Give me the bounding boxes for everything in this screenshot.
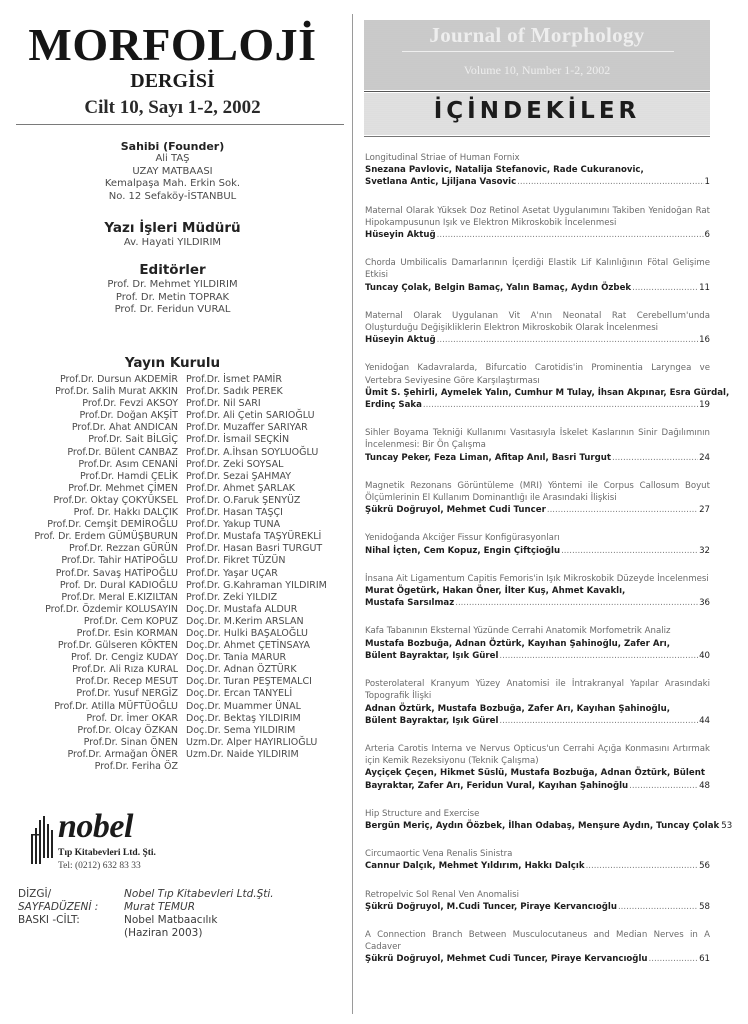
board-member: Prof. Dr. İmer OKAR bbox=[86, 712, 178, 724]
credit-row bbox=[18, 927, 338, 940]
board-member: Prof.Dr. Zeki YILDIZ bbox=[186, 591, 278, 603]
author-line bbox=[365, 387, 730, 399]
toc-heading-divider bbox=[364, 136, 710, 137]
board-member: Prof.Dr. Sezai ŞAHMAY bbox=[186, 470, 292, 482]
author-line bbox=[365, 780, 710, 792]
board-heading: Yayın Kurulu bbox=[124, 355, 221, 371]
board-member: Doç.Dr. Adnan ÖZTÜRK bbox=[186, 664, 297, 676]
editors-block bbox=[0, 262, 345, 317]
article-authors bbox=[365, 703, 710, 727]
author-line bbox=[365, 638, 710, 650]
dot-leader bbox=[455, 597, 698, 609]
issue-info: Cilt 10, Sayı 1-2, 2002 bbox=[84, 97, 261, 118]
board-member: Prof.Dr. G.Kahraman YILDIRIM bbox=[186, 579, 327, 591]
board-member: Prof.Dr. Tahir HATİPOĞLU bbox=[61, 555, 178, 567]
board-member: Prof.Dr. Recep MESUT bbox=[75, 676, 178, 688]
author-names: Bülent Bayraktar, Işık Gürel bbox=[365, 650, 499, 661]
banner-divider bbox=[364, 91, 710, 92]
board-member: Prof.Dr. Hasan TAŞÇI bbox=[186, 507, 283, 519]
toc-entry[interactable] bbox=[365, 480, 710, 517]
dot-leader bbox=[561, 545, 698, 557]
board-member: Prof.Dr. Bülent CANBAZ bbox=[67, 446, 178, 458]
board-member: Prof.Dr. Sinan ÖNEN bbox=[83, 736, 178, 748]
author-names: Cannur Dalçık, Mehmet Yıldırım, Hakkı Dalçık bbox=[365, 861, 585, 872]
production-credits bbox=[18, 888, 338, 940]
author-line bbox=[365, 597, 710, 609]
page-number[interactable]: 1 bbox=[704, 177, 710, 188]
author-line bbox=[365, 585, 710, 597]
article-title[interactable]: Yenidoğanda Akciğer Fissur Konfigürasyonları bbox=[365, 533, 560, 544]
author-names: Şükrü Doğruyol, M.Cudi Tuncer, Piraye Kervancıoğlu bbox=[365, 901, 617, 912]
dot-leader bbox=[423, 399, 698, 411]
author-names: Nihal İçten, Cem Kopuz, Engin Çiftçioğlu bbox=[365, 545, 561, 556]
board-member: Prof.Dr. Muzaffer SARIYAR bbox=[186, 422, 308, 434]
board-member: Prof.Dr. Özdemir KOLUSAYIN bbox=[45, 603, 178, 615]
article-authors bbox=[365, 452, 710, 464]
board-member: Prof.Dr. Fevzi AKSOY bbox=[82, 398, 178, 410]
toc-entry[interactable] bbox=[365, 205, 710, 242]
board-member: Doç.Dr. Ahmet ÇETİNSAYA bbox=[186, 640, 311, 652]
board-member: Prof. Dr. Hakkı DALÇIK bbox=[73, 507, 178, 519]
author-names: Bergün Meriç, Aydın Öözbek, İlhan Odabaş, Menşure Aydın, Tuncay Çolak bbox=[365, 820, 720, 831]
author-line bbox=[365, 767, 710, 779]
toc-entry[interactable] bbox=[365, 310, 710, 347]
board-member: Prof.Dr. Feriha ÖZ bbox=[94, 761, 178, 772]
board-member: Prof.Dr. Zeki SOYSAL bbox=[186, 458, 284, 470]
author-names: Hüseyin Aktuğ bbox=[365, 335, 436, 346]
credit-value: Murat TEMUR bbox=[124, 901, 196, 913]
board-member: Prof.Dr. Atilla MÜFTÜOĞLU bbox=[54, 700, 178, 712]
board-member: Prof.Dr. Oktay ÇOKYÜKSEL bbox=[53, 494, 178, 506]
credit-label: SAYFADÜZENİ : bbox=[18, 901, 99, 913]
editor-name: Prof. Dr. Mehmet YILDIRIM bbox=[107, 279, 238, 290]
page-number[interactable]: 58 bbox=[699, 901, 710, 912]
board-heading-block bbox=[0, 355, 345, 372]
dot-leader bbox=[618, 901, 698, 913]
article-authors bbox=[365, 901, 710, 913]
article-authors bbox=[365, 504, 710, 516]
article-title[interactable]: Sihler Boyama Tekniği Kullanımı Vasıtasıyla İskelet Kaslarının Sinir Dağılımının İncelenmesi: Bir Ön Çalışma bbox=[365, 428, 710, 451]
article-authors bbox=[365, 820, 733, 832]
founder-line: Kemalpaşa Mah. Erkin Sok. bbox=[104, 178, 241, 189]
page-number[interactable]: 48 bbox=[699, 780, 710, 791]
column-divider bbox=[352, 14, 353, 1014]
page-number[interactable]: 19 bbox=[699, 400, 710, 411]
article-title[interactable]: Maternal Olarak Yüksek Doz Retinol Asetat Uygulanımını Takiben Yenidoğan Rat Hipokampusunun Işık ve Elektron Mikroskobik İncelenmesi bbox=[365, 205, 710, 228]
author-line bbox=[365, 334, 710, 346]
board-member: Prof.Dr. Salih Murat AKKIN bbox=[55, 386, 178, 398]
article-authors bbox=[365, 545, 710, 557]
board-member: Prof.Dr. Doğan AKŞİT bbox=[79, 410, 178, 422]
credit-row bbox=[18, 888, 338, 901]
article-authors bbox=[365, 334, 710, 346]
board-member: Prof.Dr. Esin KORMAN bbox=[76, 627, 178, 639]
page-number[interactable]: 40 bbox=[699, 650, 710, 661]
author-line bbox=[365, 229, 710, 241]
toc-entry[interactable] bbox=[365, 427, 710, 464]
author-line bbox=[365, 504, 710, 516]
author-line bbox=[365, 399, 710, 411]
board-member: Prof.Dr. Yaşar UÇAR bbox=[186, 567, 278, 579]
journal-subtitle: DERGİSİ bbox=[130, 70, 215, 92]
board-member: Doç.Dr. Bektaş YILDIRIM bbox=[186, 712, 301, 724]
credit-value: (Haziran 2003) bbox=[124, 927, 203, 939]
board-member: Prof.Dr. Nil SARI bbox=[186, 398, 261, 410]
author-names: Mustafa Bozbuğa, Adnan Öztürk, Kayıhan Şahinoğlu, Zafer Arı, bbox=[365, 638, 670, 649]
publisher-logo bbox=[30, 808, 230, 887]
page-number[interactable]: 53 bbox=[721, 820, 733, 831]
board-member: Prof.Dr. Gülseren KÖKTEN bbox=[57, 640, 178, 652]
article-authors bbox=[365, 638, 710, 662]
banner-volume: Volume 10, Number 1-2, 2002 bbox=[463, 63, 611, 77]
board-member: Prof.Dr. Cemşit DEMİROĞLU bbox=[47, 519, 178, 531]
credit-row bbox=[18, 914, 338, 927]
board-column-1 bbox=[0, 374, 178, 773]
credit-value: Nobel Matbaacılık bbox=[124, 914, 218, 926]
founder-line: Ali TAŞ bbox=[155, 153, 190, 164]
toc-entry[interactable] bbox=[365, 625, 710, 662]
toc-entry[interactable] bbox=[365, 848, 710, 872]
board-member: Prof.Dr. Hamdi ÇELİK bbox=[79, 470, 178, 482]
banner-journal-name: Journal of Morphology bbox=[429, 23, 645, 47]
author-line bbox=[365, 820, 733, 832]
board-member: Prof.Dr. Fikret TÜZÜN bbox=[186, 555, 286, 567]
article-title[interactable]: Retropelvic Sol Renal Ven Anomalisi bbox=[365, 889, 519, 900]
board-member: Prof.Dr. İsmail SEÇKİN bbox=[186, 434, 290, 446]
author-names: Ümit S. Şehirli, Aymelek Yalın, Cumhur M Tulay, İhsan Akpınar, Esra Gürdal, bbox=[365, 387, 730, 398]
managing-editor-block bbox=[0, 220, 345, 250]
page-number[interactable]: 36 bbox=[699, 598, 710, 609]
page-number[interactable]: 32 bbox=[699, 545, 710, 556]
board-member: Prof.Dr. Cem KOPUZ bbox=[83, 615, 178, 627]
table-of-contents bbox=[365, 152, 733, 982]
board-member: Doç.Dr. Tania MARUR bbox=[186, 652, 287, 664]
author-line bbox=[365, 452, 710, 464]
board-member: Prof.Dr. Armağan ÖNER bbox=[67, 748, 178, 760]
credit-label: BASKI -CİLT: bbox=[18, 914, 80, 926]
author-names: Svetlana Antic, Ljiljana Vasovic bbox=[365, 177, 517, 188]
board-member: Prof.Dr. Olcay ÖZKAN bbox=[77, 724, 178, 736]
article-title[interactable]: Longitudinal Striae of Human Fornix bbox=[365, 153, 520, 163]
dot-leader bbox=[517, 176, 703, 188]
board-member: Prof.Dr. Sait BİLGİÇ bbox=[88, 434, 178, 446]
page-number[interactable]: 44 bbox=[699, 715, 710, 726]
nobel-logo-mark-icon bbox=[30, 816, 54, 866]
board-member: Prof.Dr. A.İhsan SOYLUOĞLU bbox=[186, 446, 319, 458]
board-member: Prof.Dr. Ahat ANDICAN bbox=[71, 422, 178, 434]
board-member: Prof.Dr. Mustafa TAŞYÜREKLİ bbox=[186, 531, 322, 543]
page-number[interactable]: 56 bbox=[699, 861, 710, 872]
article-title[interactable]: Yenidoğan Kadavralarda, Bifurcatio Carotidis'in Prominentia Laryngea ve Vertebra Seviyesine Göre Karşılaştırması bbox=[365, 363, 710, 386]
board-member: Prof.Dr. Dursun AKDEMİR bbox=[59, 374, 178, 385]
dot-leader bbox=[547, 504, 698, 516]
article-authors bbox=[365, 953, 710, 965]
board-member: Prof.Dr. Sadık PEREK bbox=[186, 386, 283, 398]
toc-entry[interactable] bbox=[365, 532, 710, 556]
author-names: Ayçiçek Çeçen, Hikmet Süslü, Mustafa Bozbuğa, Adnan Öztürk, Bülent bbox=[365, 768, 705, 779]
author-line bbox=[365, 715, 710, 727]
dot-leader bbox=[586, 860, 699, 872]
board-member: Prof.Dr. Ahmet ŞARLAK bbox=[186, 482, 296, 494]
page-number[interactable]: 61 bbox=[699, 954, 710, 965]
board-member: Doç.Dr. Muammer ÜNAL bbox=[186, 700, 301, 712]
toc-entry[interactable] bbox=[365, 678, 710, 727]
page-number[interactable]: 11 bbox=[699, 282, 710, 293]
board-member: Prof.Dr. Asım CENANİ bbox=[78, 458, 178, 470]
publisher-phone: Tel: (0212) 632 83 33 bbox=[58, 861, 141, 871]
article-title[interactable]: Circumaortic Vena Renalis Sinistra bbox=[365, 849, 513, 860]
article-authors bbox=[365, 387, 730, 411]
author-line bbox=[365, 164, 710, 176]
article-authors bbox=[365, 767, 710, 791]
board-member: Prof.Dr. Meral E.KIZILTAN bbox=[61, 591, 178, 603]
board-member: Prof.Dr. O.Faruk ŞENYÜZ bbox=[186, 494, 301, 506]
toc-entry[interactable] bbox=[365, 152, 710, 189]
board-member: Prof.Dr. Ali Rıza KURAL bbox=[72, 664, 178, 676]
author-names: Tuncay Peker, Feza Liman, Afitap Anıl, Basri Turgut bbox=[365, 452, 612, 463]
board-member: Doç.Dr. Ercan TANYELİ bbox=[186, 688, 293, 700]
article-title[interactable]: Arteria Carotis Interna ve Nervus Opticus'un Cerrahi Açığa Konmasını Artırmak için Kemik Rezeksiyonu (Teknik Çalışma) bbox=[365, 743, 710, 767]
page-number[interactable]: 24 bbox=[699, 452, 710, 463]
author-names: Murat Ögetürk, Hakan Öner, İlter Kuş, Ahmet Kavaklı, bbox=[365, 586, 626, 597]
page-number[interactable]: 27 bbox=[699, 505, 710, 516]
toc-entry[interactable] bbox=[365, 808, 733, 832]
article-title[interactable]: A Connection Branch Between Musculocutaneus and Median Nerves in A Cadaver bbox=[365, 929, 710, 953]
editor-name: Prof. Dr. Metin TOPRAK bbox=[115, 291, 230, 303]
author-names: Bayraktar, Zafer Arı, Feridun Vural, Kayıhan Şahinoğlu bbox=[365, 780, 629, 791]
author-line bbox=[365, 650, 710, 662]
author-line bbox=[365, 176, 710, 188]
toc-heading-box bbox=[364, 93, 710, 135]
author-names: Adnan Öztürk, Mustafa Bozbuğa, Zafer Arı, Kayıhan Şahinoğlu, bbox=[365, 703, 670, 714]
editors-heading: Editörler bbox=[139, 262, 206, 278]
founder-heading: Sahibi (Founder) bbox=[120, 140, 225, 153]
board-member: Prof.Dr. Mehmet ÇİMEN bbox=[68, 482, 178, 494]
board-member: Doç.Dr. Hulki BAŞALOĞLU bbox=[186, 627, 309, 639]
author-line bbox=[365, 545, 710, 557]
author-names: Hüseyin Aktuğ bbox=[365, 230, 436, 241]
managing-editor-heading: Yazı İşleri Müdürü bbox=[104, 220, 241, 236]
toc-entry[interactable] bbox=[365, 362, 730, 411]
publisher-company: Tıp Kitabevleri Ltd. Şti. bbox=[58, 848, 156, 858]
author-names: Şükrü Doğruyol, Mehmet Cudi Tuncer bbox=[365, 505, 546, 516]
article-authors bbox=[365, 282, 710, 294]
author-names: Şükrü Doğruyol, Mehmet Cudi Tuncer, Piraye Kervancıoğlu bbox=[365, 954, 648, 965]
board-member: Doç.Dr. Turan PEŞTEMALCI bbox=[186, 676, 312, 688]
board-member: Prof.Dr. İsmet PAMİR bbox=[186, 374, 282, 385]
managing-editor-name: Av. Hayati YILDIRIM bbox=[123, 237, 222, 248]
editor-name: Prof. Dr. Feridun VURAL bbox=[114, 304, 231, 315]
toc-entry[interactable] bbox=[365, 929, 710, 966]
credit-row bbox=[18, 901, 338, 914]
author-line bbox=[365, 901, 710, 913]
board-member: Prof.Dr. Hasan Basri TURGUT bbox=[186, 543, 323, 555]
author-names: Snezana Pavlovic, Natalija Stefanovic, Rade Cukuranovic, bbox=[365, 165, 644, 176]
page-number[interactable]: 6 bbox=[704, 230, 710, 241]
author-line bbox=[365, 860, 710, 872]
author-line bbox=[365, 953, 710, 965]
author-names: Erdinç Saka bbox=[365, 400, 422, 411]
article-authors bbox=[365, 164, 710, 188]
board-member: Uzm.Dr. Naide YILDIRIM bbox=[186, 748, 299, 760]
founder-line: No. 12 Sefaköy-İSTANBUL bbox=[108, 190, 237, 202]
article-authors bbox=[365, 585, 710, 609]
article-authors bbox=[365, 860, 710, 872]
author-names: Tuncay Çolak, Belgin Bamaç, Yalın Bamaç, Aydın Özbek bbox=[365, 282, 632, 293]
journal-title: MORFOLOJİ bbox=[28, 19, 317, 70]
page-number[interactable]: 16 bbox=[699, 335, 710, 346]
toc-entry[interactable] bbox=[365, 889, 710, 913]
author-names: Mustafa Sarsılmaz bbox=[365, 598, 455, 609]
article-title[interactable]: Maternal Olarak Uygulanan Vit A'nın Neonatal Rat Cerebellum'unda Oluşturduğu Değişikliklerin Elektron Mikroskobik Olarak İncelenmesi bbox=[365, 310, 710, 334]
dot-leader bbox=[629, 780, 698, 792]
dot-leader bbox=[632, 282, 698, 294]
toc-entry[interactable] bbox=[365, 257, 710, 294]
author-line bbox=[365, 703, 710, 715]
board-member: Prof. Dr. Dural KADIOĞLU bbox=[59, 579, 178, 591]
credit-value: Nobel Tıp Kitabevleri Ltd.Şti. bbox=[124, 888, 274, 900]
article-title[interactable]: Magnetik Rezonans Görüntüleme (MRI) Yöntemi ile Corpus Callosum Boyut Ölçümlerinin El Kullanım Dominantlığı ile Arasındaki İlişkisi bbox=[365, 480, 710, 504]
board-member: Doç.Dr. Sema YILDIRIM bbox=[186, 724, 296, 736]
board-member: Prof. Dr. Erdem GÜMÜŞBURUN bbox=[34, 531, 178, 543]
dot-leader bbox=[499, 650, 698, 662]
board-member: Doç.Dr. M.Kerim ARSLAN bbox=[186, 615, 304, 627]
board-column-2 bbox=[186, 374, 346, 761]
nobel-wordmark: nobel bbox=[58, 808, 133, 845]
board-member: Prof.Dr. Yusuf NERGİZ bbox=[76, 688, 178, 700]
author-line bbox=[365, 282, 710, 294]
article-authors bbox=[365, 229, 710, 241]
credit-label: DİZGİ/ bbox=[18, 888, 52, 900]
author-names: Bülent Bayraktar, Işık Gürel bbox=[365, 715, 499, 726]
journal-banner bbox=[364, 20, 710, 90]
dot-leader bbox=[437, 334, 698, 346]
dot-leader bbox=[612, 452, 698, 464]
board-member: Doç.Dr. Mustafa ALDUR bbox=[186, 603, 298, 615]
article-title[interactable]: İnsana Ait Ligamentum Capitis Femoris'in Işık Mikroskobik Düzeyde İncelenmesi bbox=[365, 573, 709, 584]
board-member: Prof. Dr. Cengiz KUDAY bbox=[71, 652, 178, 664]
dot-leader bbox=[437, 229, 704, 241]
masthead-column bbox=[0, 0, 345, 1024]
article-title[interactable]: Chorda Umbilicalis Damarlarının İçerdiği Elastik Lif Kalınlığının Fötal Gelişime Etkisi bbox=[365, 258, 710, 281]
article-title[interactable]: Posterolateral Kranyum Yüzey Anatomisi ile İntrakranyal Yapılar Arasındaki Topografik İlişki bbox=[365, 679, 710, 702]
board-member: Prof.Dr. Rezzan GÜRÜN bbox=[69, 543, 178, 555]
masthead-divider bbox=[16, 124, 344, 125]
board-member: Prof.Dr. Savaş HATİPOĞLU bbox=[55, 567, 178, 579]
toc-entry[interactable] bbox=[365, 743, 710, 792]
article-title[interactable]: Kafa Tabanının Eksternal Yüzünde Cerrahi Anatomik Morfometrik Analiz bbox=[365, 626, 671, 637]
founder-block bbox=[0, 140, 345, 203]
board-member: Prof.Dr. Ali Çetin SARIOĞLU bbox=[186, 410, 315, 422]
toc-entry[interactable] bbox=[365, 573, 710, 610]
article-title[interactable]: Hip Structure and Exercise bbox=[365, 808, 480, 819]
founder-line: UZAY MATBAASI bbox=[132, 165, 213, 177]
toc-heading: İÇİNDEKİLER bbox=[433, 98, 641, 124]
board-member: Uzm.Dr. Alper HAYIRLIOĞLU bbox=[186, 736, 318, 748]
dot-leader bbox=[499, 715, 698, 727]
board-member: Prof.Dr. Yakup TUNA bbox=[186, 519, 281, 531]
dot-leader bbox=[649, 953, 699, 965]
banner-underline bbox=[402, 51, 674, 52]
